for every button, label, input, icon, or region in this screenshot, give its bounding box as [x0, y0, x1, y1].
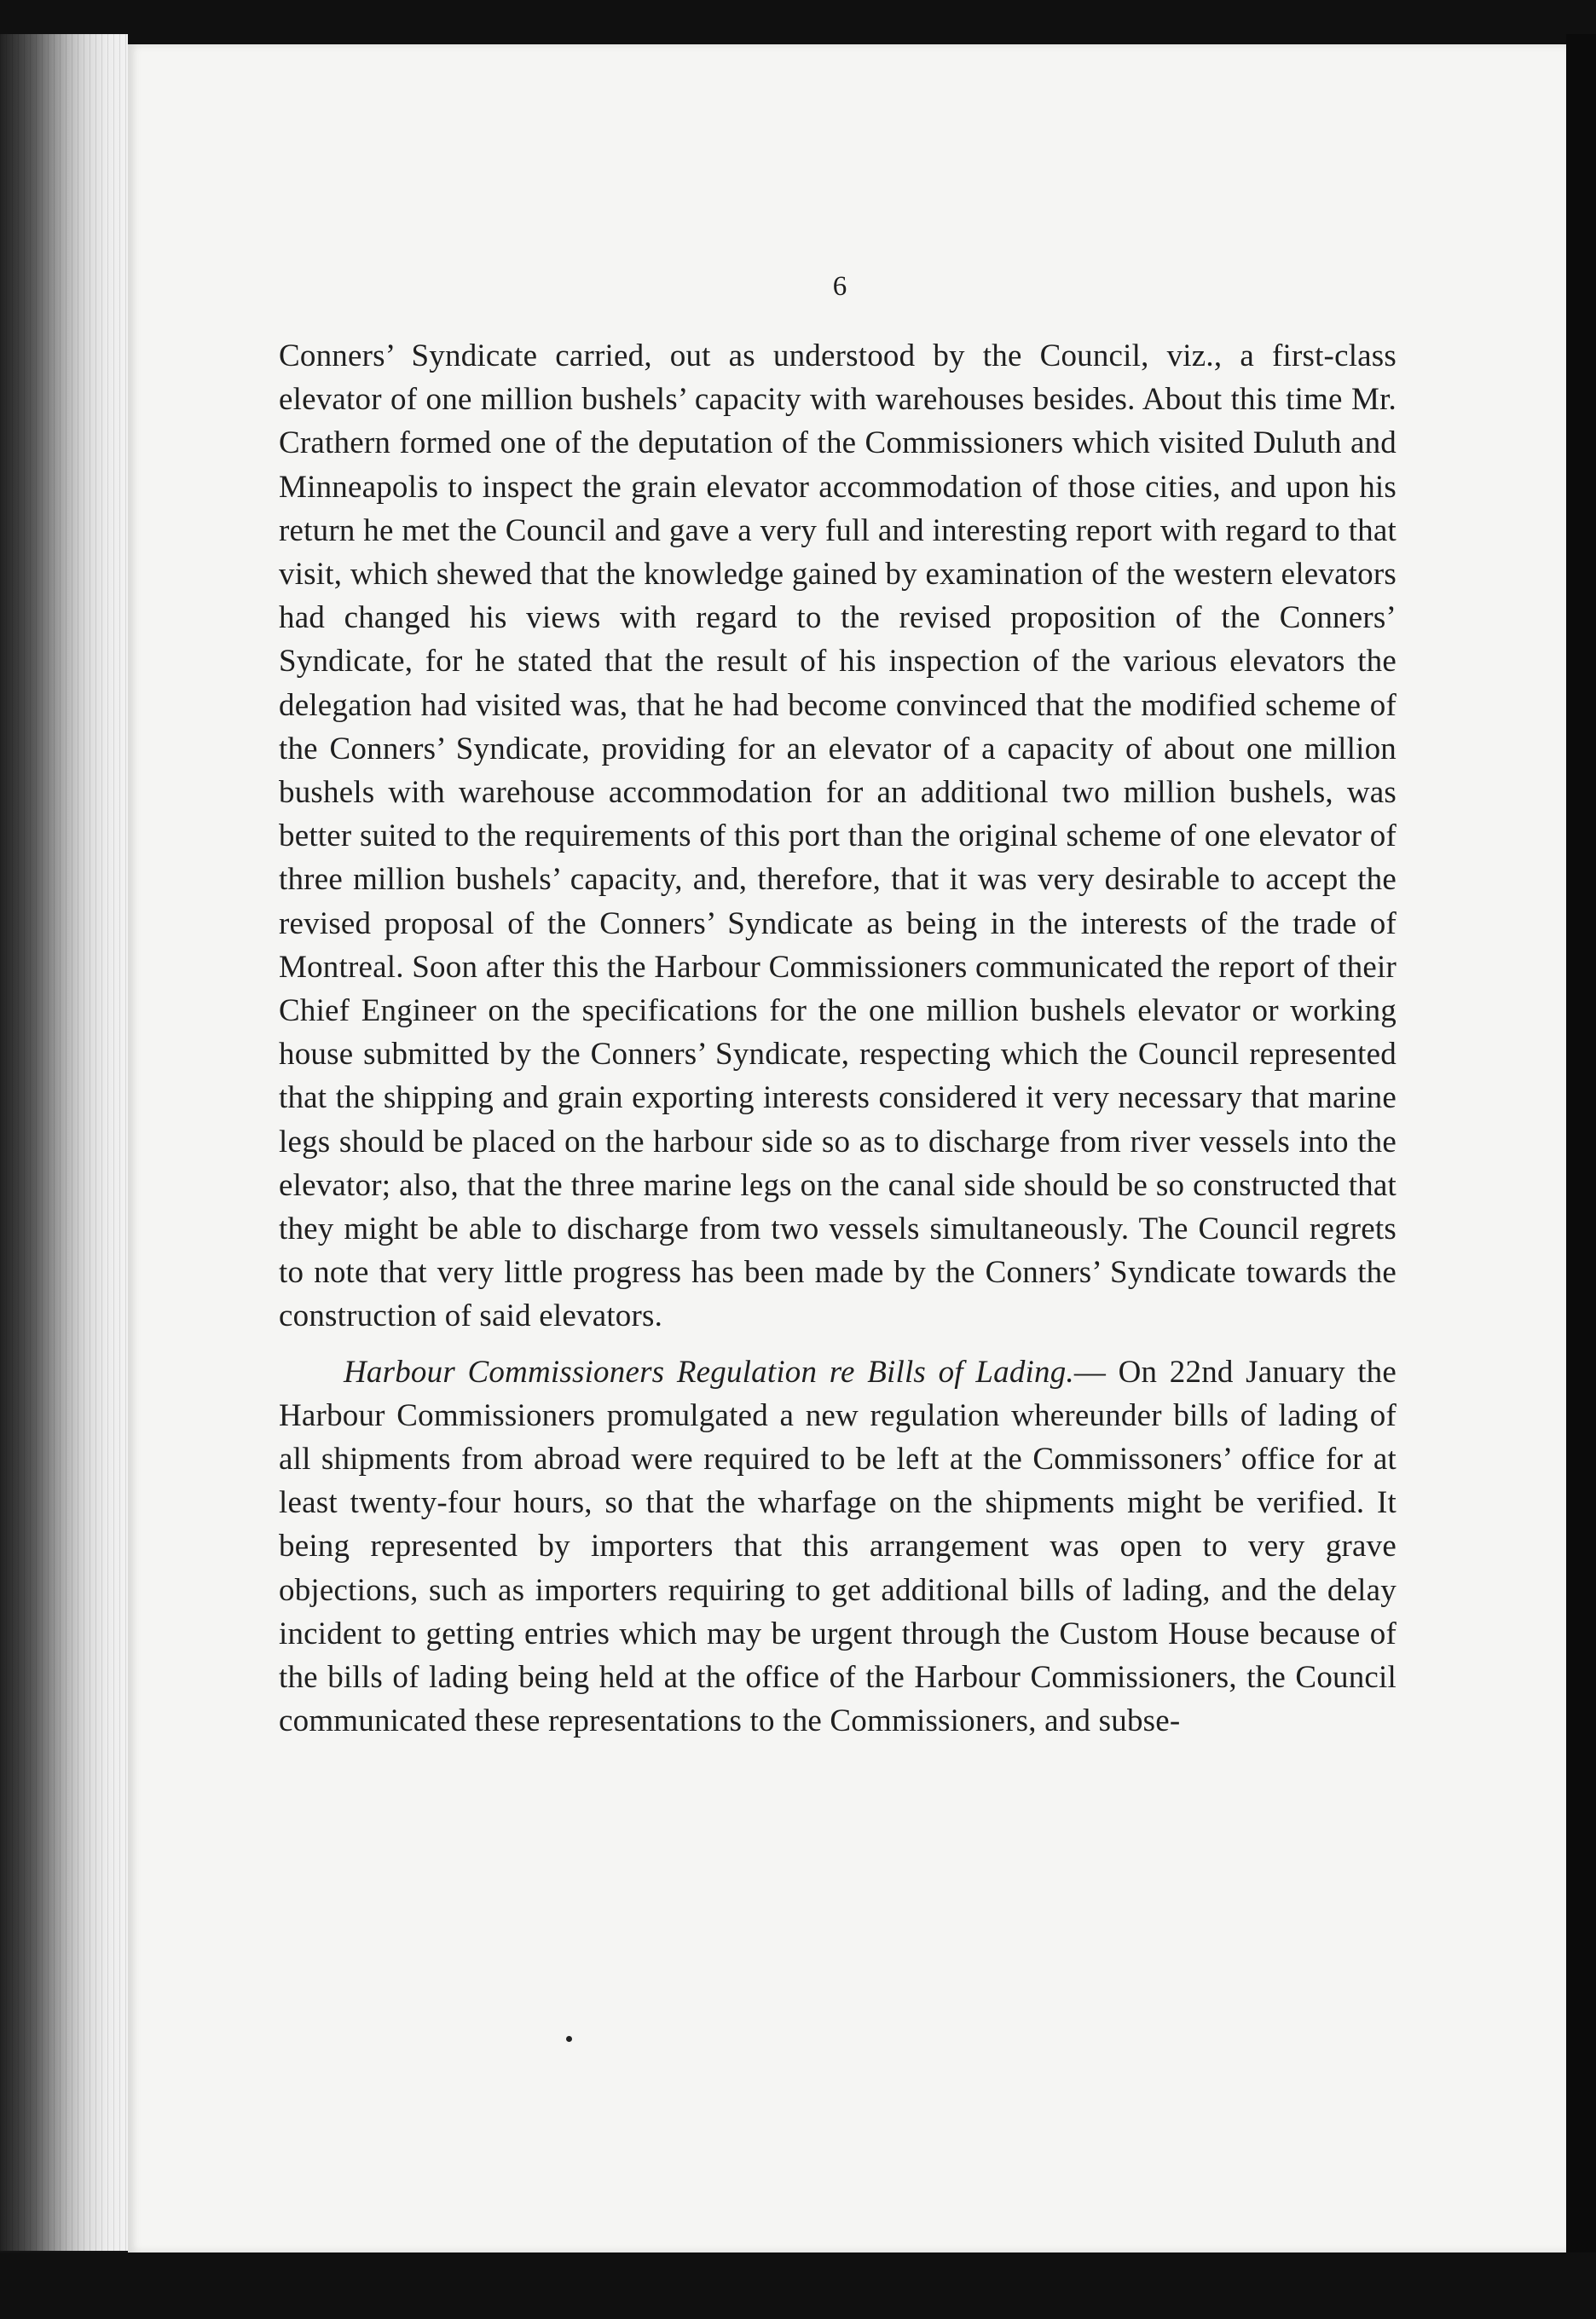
page-number: 6	[832, 271, 847, 302]
paragraph-1-text: Conners’ Syndicate carried, out as understood by the Council, viz., a first-class elevator of one million bushels’ capacity with warehouses besides. About this time Mr. Crathern formed one of the deputation of the Commissioners which visited Duluth and Minneapolis to inspect the grain elevator accommodation of those cities, and upon his return he met the Council and gave a very full and interesting report with regard to that visit, which shewed that the knowledge gained by examination of the western elevators had changed his views with regard to the revised proposition of the Conners’ Syndicate, for he stated that the result of his inspection of the various elevators the delegation had visited was, that he had become convinced that the modified scheme of the Conners’ Syndicate, providing for an elevator of a capacity of about one million bushels with warehouse accommodation for an additional two million bushels, was better suited to the requirements of this port than the original scheme of one elevator of three million bushels’ capacity, and, therefore, that it was very desirable to accept the revised proposal of the Conners’ Syndicate as being in the interests of the trade of Montreal. Soon after this the Harbour Commissioners communicated the report of their Chief Engineer on the specifications for the one million bushels elevator or working house submitted by the Conners’ Syndicate, respecting which the Council represented that the shipping and grain exporting interests considered it very necessary that marine legs should be placed on the harbour side so as to discharge from river vessels into the elevator; also, that the three marine legs on the canal side should be so constructed that they might be able to discharge from two vessels simultaneously. The Council regrets to note that very little progress has been made by the Conners’ Syndicate towards the construction of said elevators.	[279, 338, 1396, 1334]
body-text	[279, 334, 1396, 1744]
book-page-edges	[0, 34, 128, 2251]
paragraph-1	[279, 334, 1396, 1339]
page-edge-lines	[0, 34, 128, 2251]
paragraph-2	[279, 1350, 1396, 1744]
paragraph-2-text: — On 22nd January the Harbour Commissioners promulgated a new regulation whereunder bills of lading of all shipments from abroad were required to be left at the Commissoners’ office for at least twenty-four hours, so that the wharfage on the shipments might be verified. It being represented by importers that this arrangement was open to very grave objections, such as importers requiring to get additional bills of lading, and the delay incident to getting entries which may be urgent through the Custom House because of the bills of lading being held at the office of the Harbour Commissioners, the Council communicated these representations to the Commissioners, and subse-	[279, 1354, 1397, 1739]
ink-dot	[566, 2036, 572, 2042]
top-scan-border	[0, 0, 1596, 44]
bottom-scan-border	[0, 2252, 1596, 2319]
section-heading: Harbour Commissioners Regulation re Bills of Lading.	[344, 1354, 1074, 1390]
right-scan-border	[1566, 34, 1596, 2276]
